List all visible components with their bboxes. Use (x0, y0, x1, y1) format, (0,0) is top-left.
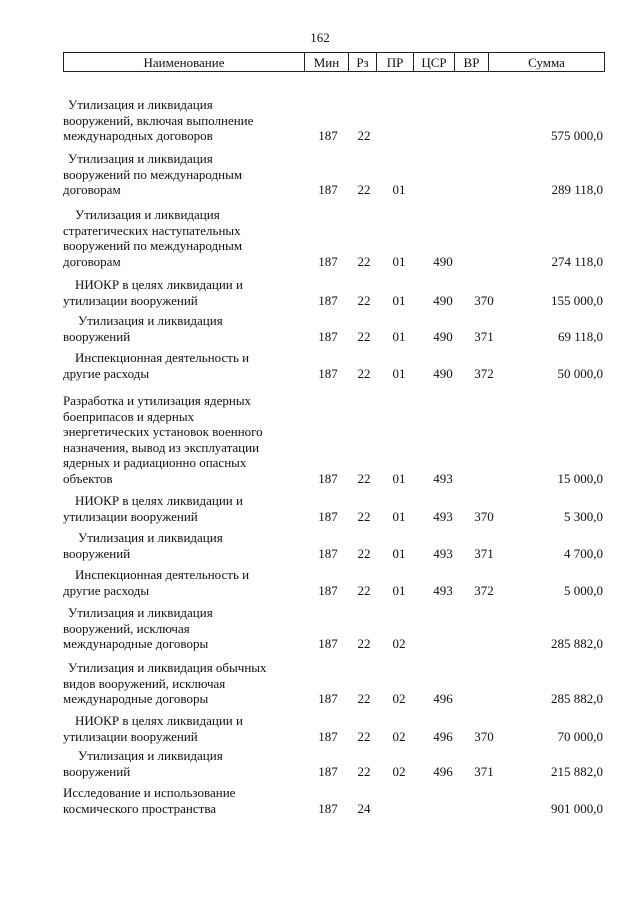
cell-vr: 372 (474, 582, 494, 598)
cell-csr: 490 (433, 253, 453, 269)
row-name-line: утилизации вооружений (63, 508, 198, 524)
row-name-line: энергетических установок военного (63, 424, 263, 440)
row-name (63, 785, 291, 816)
cell-sum: 215 882,0 (551, 763, 603, 779)
cell-csr: 493 (433, 582, 453, 598)
row-name-line: ядерных и радиационно опасных (63, 455, 247, 471)
cell-pr: 01 (392, 508, 406, 524)
cell-csr: 490 (433, 292, 453, 308)
row-name-line: Утилизация и ликвидация (78, 748, 223, 763)
column-header-name: Наименование (143, 55, 225, 70)
cell-vr: 372 (474, 365, 494, 381)
row-name-line: космического пространства (63, 800, 217, 816)
row-name-line: Инспекционная деятельность и (75, 350, 250, 365)
cell-pr: 01 (392, 365, 406, 381)
row-name (63, 660, 291, 707)
row-name (63, 207, 291, 269)
row-name-line: Утилизация и ликвидация (68, 605, 213, 620)
cell-sum: 575 000,0 (551, 128, 603, 144)
row-name (63, 350, 291, 381)
cell-sum: 4 700,0 (564, 545, 603, 561)
row-name-line: Утилизация и ликвидация (78, 530, 223, 545)
row-name-line: назначения, вывод из эксплуатации (63, 439, 260, 455)
cell-pr: 02 (392, 636, 406, 652)
cell-csr: 493 (433, 545, 453, 561)
row-name-line: вооружений (63, 328, 131, 344)
cell-vr: 371 (474, 545, 494, 561)
row-name (63, 713, 291, 744)
cell-min: 187 (318, 365, 338, 381)
column-header-sum: Сумма (488, 53, 604, 71)
cell-rz: 22 (357, 582, 371, 598)
cell-sum: 50 000,0 (557, 365, 603, 381)
row-name (63, 151, 291, 198)
cell-rz: 22 (357, 328, 371, 344)
row-name-line: Утилизация и ликвидация обычных (68, 660, 267, 675)
cell-rz: 22 (357, 728, 371, 744)
cell-sum: 69 118,0 (557, 328, 603, 344)
cell-pr: 01 (392, 292, 406, 308)
row-name-line: Исследование и использование (63, 785, 236, 800)
cell-rz: 24 (357, 800, 371, 816)
cell-min: 187 (318, 691, 338, 707)
row-name-line: Разработка и утилизация ядерных (63, 393, 252, 408)
row-name-line: международные договоры (63, 636, 209, 652)
row-name-line: Утилизация и ликвидация (68, 151, 213, 166)
cell-sum: 285 882,0 (551, 691, 603, 707)
cell-min: 187 (318, 763, 338, 779)
row-name-line: Утилизация и ликвидация (68, 97, 213, 112)
row-name-line: вооружений, исключая (63, 620, 190, 636)
cell-sum: 15 000,0 (557, 471, 603, 486)
row-name-line: НИОКР в целях ликвидации и (75, 493, 243, 508)
cell-vr: 370 (474, 728, 494, 744)
cell-rz: 22 (357, 636, 371, 652)
table-header (63, 52, 605, 72)
cell-min: 187 (318, 471, 338, 486)
row-name-line: другие расходы (63, 582, 150, 598)
cell-pr: 02 (392, 691, 406, 707)
row-name (63, 493, 291, 524)
cell-csr: 496 (433, 763, 453, 779)
cell-rz: 22 (357, 763, 371, 779)
cell-min: 187 (318, 508, 338, 524)
cell-vr: 371 (474, 328, 494, 344)
cell-pr: 02 (392, 728, 406, 744)
row-name (63, 530, 291, 561)
row-name-line: утилизации вооружений (63, 728, 198, 744)
cell-min: 187 (318, 328, 338, 344)
row-name-line: стратегических наступательных (63, 222, 241, 238)
cell-sum: 5 000,0 (564, 582, 603, 598)
cell-min: 187 (318, 582, 338, 598)
cell-csr: 493 (433, 471, 453, 486)
cell-rz: 22 (357, 128, 371, 144)
cell-pr: 02 (392, 763, 406, 779)
row-name (63, 748, 291, 779)
row-name-line: вооружений по международным (63, 238, 243, 254)
cell-min: 187 (318, 728, 338, 744)
row-name-line: договорам (63, 253, 121, 269)
cell-sum: 5 300,0 (564, 508, 603, 524)
row-name-line: международные договоры (63, 691, 209, 707)
cell-rz: 22 (357, 471, 371, 486)
cell-vr: 370 (474, 292, 494, 308)
cell-csr: 490 (433, 365, 453, 381)
cell-rz: 22 (357, 691, 371, 707)
row-name (63, 393, 291, 487)
row-name-line: вооружений (63, 545, 131, 561)
cell-vr: 370 (474, 508, 494, 524)
row-name-line: видов вооружений, исключая (63, 675, 226, 691)
row-name (63, 313, 291, 344)
row-name-line: вооружений, включая выполнение (63, 112, 254, 128)
row-name-line: договорам (63, 182, 121, 198)
column-header-vr: ВР (454, 53, 488, 71)
column-header-min: Мин (304, 53, 348, 71)
row-name-line: объектов (63, 470, 113, 486)
column-header-csr: ЦСР (413, 53, 454, 71)
cell-csr: 496 (433, 691, 453, 707)
row-name (63, 567, 291, 598)
cell-rz: 22 (357, 253, 371, 269)
cell-min: 187 (318, 182, 338, 198)
cell-rz: 22 (357, 508, 371, 524)
cell-pr: 01 (392, 253, 406, 269)
cell-sum: 289 118,0 (551, 182, 603, 198)
row-name-line: Утилизация и ликвидация (78, 313, 223, 328)
row-name-line: международных договоров (63, 128, 213, 144)
cell-min: 187 (318, 253, 338, 269)
cell-rz: 22 (357, 365, 371, 381)
cell-csr: 496 (433, 728, 453, 744)
cell-min: 187 (318, 128, 338, 144)
row-name-line: Инспекционная деятельность и (75, 567, 250, 582)
row-name-line: другие расходы (63, 365, 150, 381)
row-name (63, 277, 291, 308)
cell-csr: 493 (433, 508, 453, 524)
cell-min: 187 (318, 636, 338, 652)
cell-pr: 01 (392, 545, 406, 561)
row-name-line: НИОКР в целях ликвидации и (75, 713, 243, 728)
cell-pr: 01 (392, 582, 406, 598)
row-name-line: вооружений по международным (63, 166, 243, 182)
row-name-line: НИОКР в целях ликвидации и (75, 277, 243, 292)
cell-csr: 490 (433, 328, 453, 344)
cell-min: 187 (318, 545, 338, 561)
cell-vr: 371 (474, 763, 494, 779)
cell-sum: 901 000,0 (551, 800, 603, 816)
row-name-line: утилизации вооружений (63, 292, 198, 308)
cell-min: 187 (318, 292, 338, 308)
column-header-rz: Рз (348, 53, 376, 71)
cell-pr: 01 (392, 328, 406, 344)
cell-rz: 22 (357, 292, 371, 308)
cell-pr: 01 (392, 471, 406, 486)
cell-rz: 22 (357, 182, 371, 198)
row-name-line: вооружений (63, 763, 131, 779)
row-name-line: боеприпасов и ядерных (63, 408, 195, 424)
cell-sum: 274 118,0 (551, 253, 603, 269)
page-number: 162 (310, 30, 330, 45)
cell-sum: 70 000,0 (557, 728, 603, 744)
row-name (63, 605, 291, 652)
row-name (63, 97, 291, 144)
cell-sum: 155 000,0 (551, 292, 603, 308)
cell-rz: 22 (357, 545, 371, 561)
row-name-line: Утилизация и ликвидация (75, 207, 220, 222)
cell-sum: 285 882,0 (551, 636, 603, 652)
cell-min: 187 (318, 800, 338, 816)
cell-pr: 01 (392, 182, 406, 198)
column-header-pr: ПР (376, 53, 413, 71)
